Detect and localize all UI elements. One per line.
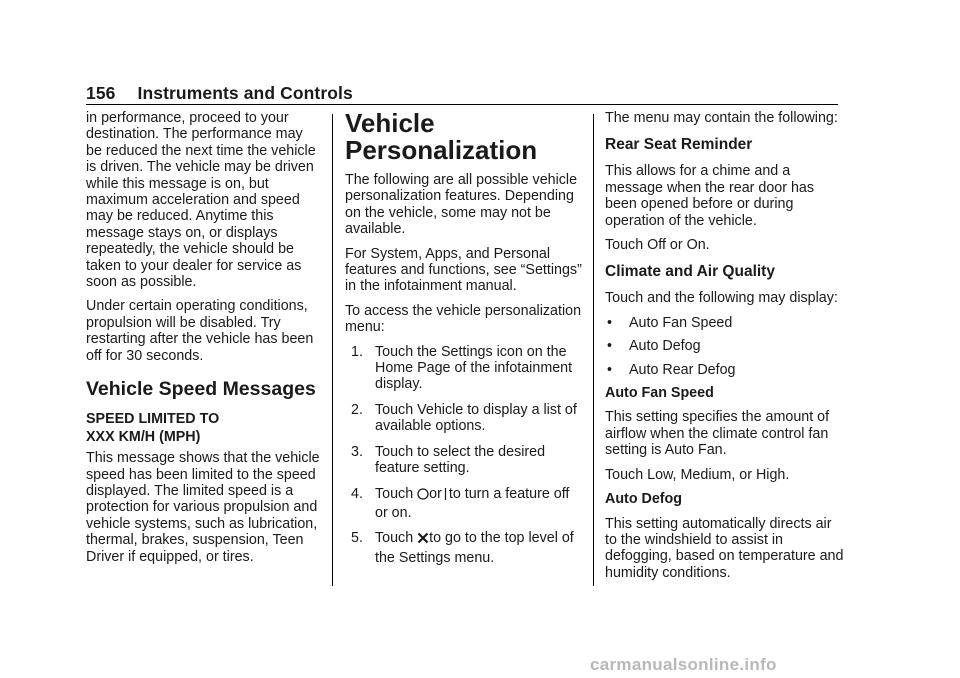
x-icon [417,531,429,549]
paragraph: Touch Low, Medium, or High. [605,466,790,483]
column-3 [605,110,845,589]
list-item [345,344,585,393]
step-text: Touch the Settings icon on the Home Page of the infotainment display. [375,343,573,393]
paragraph: Under certain operating conditions, propulsion will be disabled. Try restarting after the vehicle has been off for 30 seconds. [86,298,314,364]
heading-line: Personalization [345,135,538,165]
paragraph: This setting specifies the amount of airflow when the climate control fan setting is Auto Fan. [605,409,830,459]
step-text: Touch [375,530,418,547]
bullet: • [607,361,613,378]
list-item [345,402,585,435]
bullet-text: Auto Defog [629,338,701,355]
list-item [345,530,585,566]
list-item [345,486,585,522]
paragraph: This message shows that the vehicle speed has been limited to the speed displayed. The limited speed is a protection for various propulsion and vehicle systems, such as lubrication, thermal, brakes, suspension, Teen Driver if equipped, or tires. [86,450,320,565]
step-number: 3. [351,443,363,460]
paragraph: For System, Apps, and Personal features and functions, see “Settings” in the infotainment manual. [345,245,582,295]
page-title: Instruments and Controls [137,83,353,103]
section-heading: Vehicle Speed Messages [86,378,316,401]
paragraph: The menu may contain the following: [605,110,838,126]
page-number: 156 [86,83,116,103]
subheading-line: XXX KM/H (MPH) [86,429,201,446]
bullet-list [605,315,845,378]
paragraph: This allows for a chime and a message when the rear door has been opened before or during operation of the vehicle. [605,163,815,229]
step-text: Touch to select the desired feature setting. [375,443,546,477]
list-item [345,444,585,477]
subsection-heading: Rear Seat Reminder [605,136,753,154]
bullet-text: Auto Rear Defog [629,361,736,378]
list-item [605,315,845,331]
step-text: Touch Vehicle to display a list of available options. [375,401,577,435]
paragraph: Touch Off or On. [605,237,710,254]
circle-icon [417,487,429,505]
step-text: Touch [375,485,418,502]
paragraph: To access the vehicle personalization menu: [345,302,582,336]
steps-list [345,344,585,566]
subheading-line: SPEED LIMITED TO [86,411,220,428]
column-divider-2 [593,114,594,586]
watermark: carmanualsonline.info [590,655,777,674]
column-1 [86,110,322,573]
paragraph: This setting automatically directs air to the windshield to assist in defogging, based on temperature and humidity conditions. [605,515,844,581]
paragraph: in performance, proceed to your destination. The performance may be reduced the next time the vehicle is driven. The vehicle may be driven while this message is on, but maximum acceleration and speed may be reduced. Anytime this message stays on, or displays repeatedly, the vehicle should be taken to your dealer for service as soon as possible. [86,110,316,291]
column-divider-1 [332,114,333,586]
bullet: • [607,338,613,355]
run-in-heading: Auto Defog [605,491,683,508]
header-rule [86,104,838,105]
subsection-heading: Climate and Air Quality [605,263,775,281]
subheading [86,410,322,446]
page-header [86,83,353,104]
list-item [605,338,845,354]
bullet-text: Auto Fan Speed [629,314,733,331]
list-item [605,362,845,378]
step-text: or [429,485,442,502]
step-number: 2. [351,401,363,418]
column-2 [345,110,585,575]
run-in-heading: Auto Fan Speed [605,385,714,402]
paragraph: The following are all possible vehicle personalization features. Depending on the vehicle, some may not be available. [345,172,578,238]
step-text: to turn a feature off or on. [375,485,570,521]
section-heading [345,110,585,164]
step-number: 4. [351,485,363,502]
step-number: 1. [351,343,363,360]
paragraph: Touch and the following may display: [605,290,838,307]
step-number: 5. [351,530,363,547]
bar-icon [442,487,449,505]
bullet: • [607,314,613,331]
step-text: to go to the top level of the Settings menu. [375,530,574,566]
heading-line: Vehicle [345,108,435,138]
